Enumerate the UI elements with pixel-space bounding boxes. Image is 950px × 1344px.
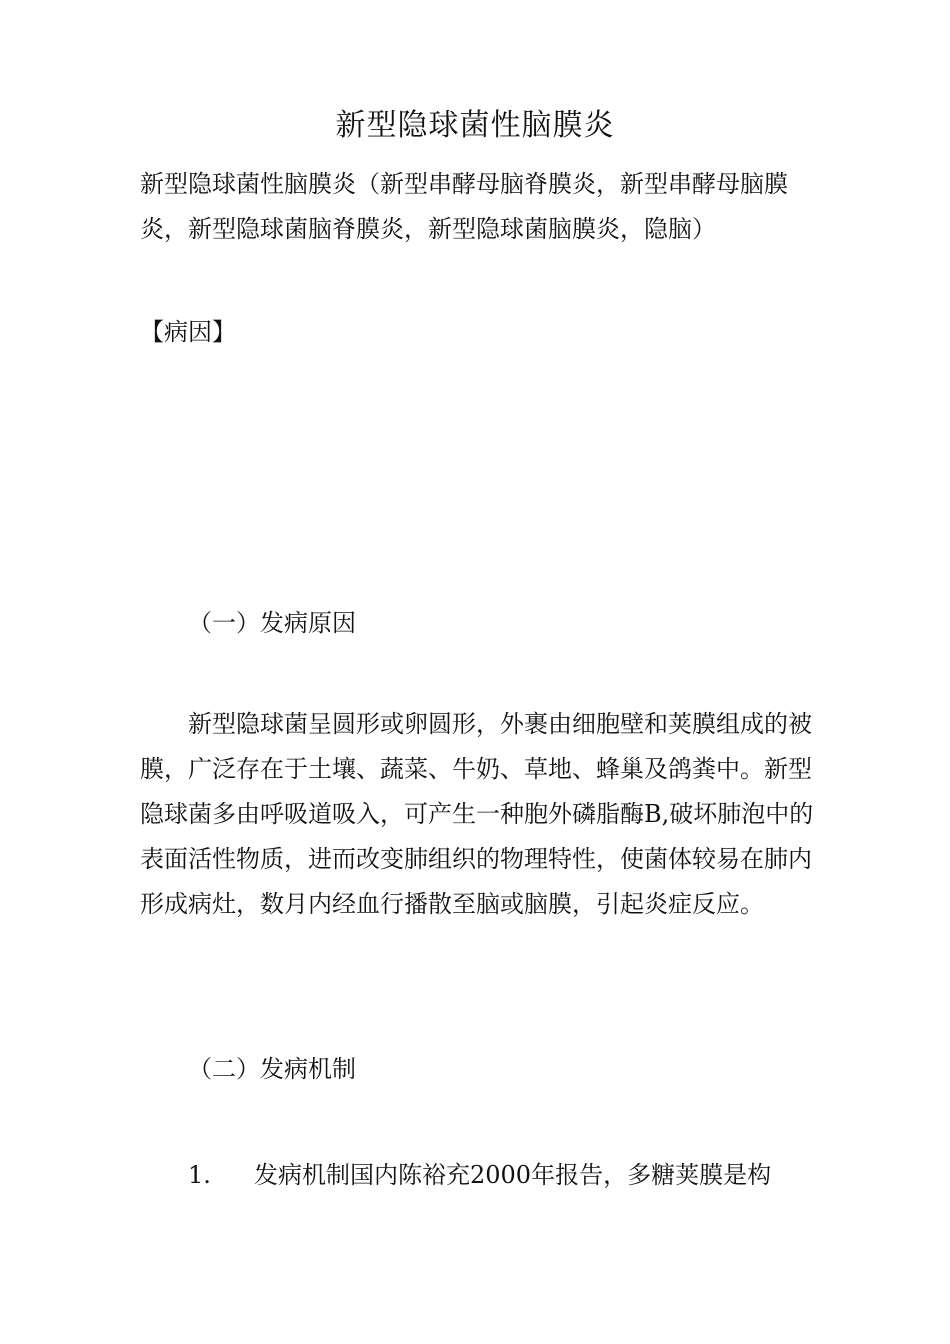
- list-item: [188, 1153, 771, 1198]
- list-item-text: 发病机制国内陈裕充2000年报告，多糖荚膜是构: [254, 1161, 772, 1189]
- document-title: 新型隐球菌性脑膜炎: [335, 108, 615, 143]
- subsection-heading-causes: （一）发病原因: [188, 609, 356, 637]
- synonyms-paragraph: 新型隐球菌性脑膜炎（新型串酵母脑脊膜炎，新型串酵母脑膜炎，新型隐球菌脑脊膜炎，新型隐球菌脑膜炎，隐脑）: [140, 170, 788, 243]
- subsection-heading-mechanism: （二）发病机制: [188, 1055, 356, 1083]
- section-heading-cause: 【病因】: [140, 318, 236, 346]
- list-item-number: 1.: [188, 1161, 211, 1189]
- causes-paragraph: 新型隐球菌呈圆形或卵圆形，外裹由细胞壁和荚膜组成的被膜，广泛存在于土壤、蔬菜、牛奶、草地、蜂巢及鸽粪中。新型隐球菌多由呼吸道吸入，可产生一种胞外磷脂酶B,破坏肺泡中的表面活性物质，进而改变肺组织的物理特性，使菌体较易在肺内形成病灶，数月内经血行播散至脑或脑膜，引起炎症反应。: [140, 710, 814, 918]
